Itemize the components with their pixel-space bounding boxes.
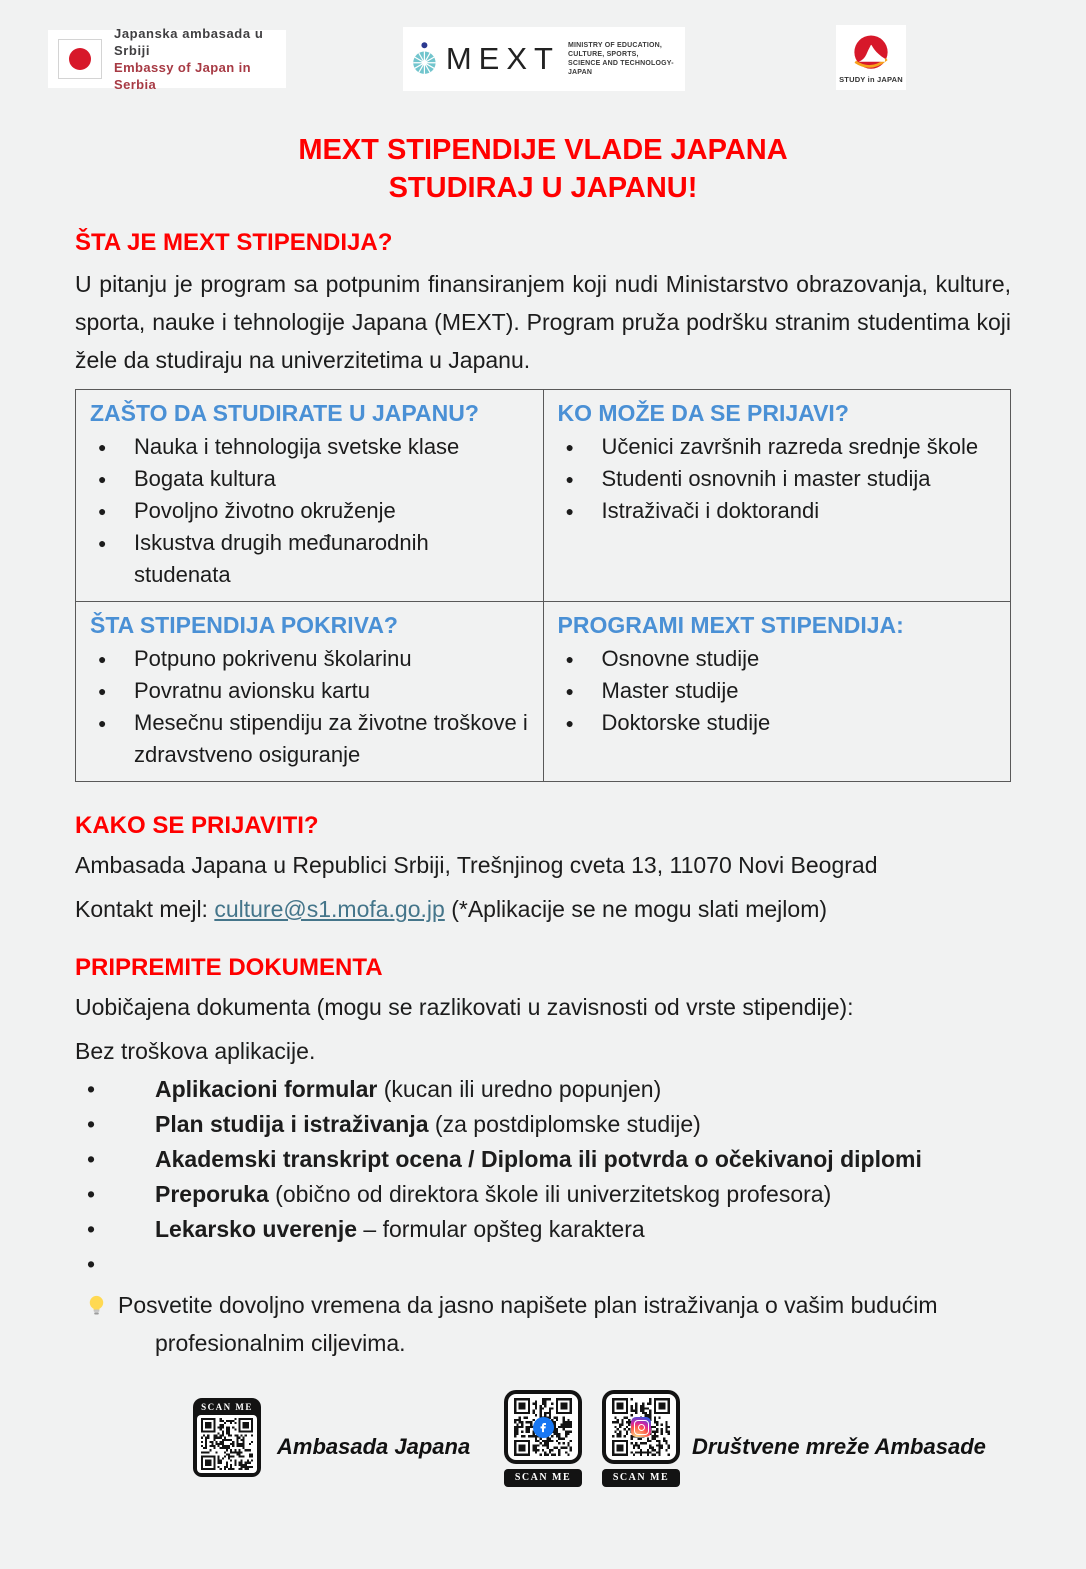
contact-suffix: (*Aplikacije se ne mogu slati mejlom) <box>444 896 828 922</box>
section-what-is <box>75 229 1011 379</box>
doc-item-bold: Akademski transkript ocena / Diploma ili potvrda o očekivanoj diplomi <box>155 1146 922 1172</box>
doc-item-bold: Lekarsko uverenje <box>155 1216 358 1242</box>
embassy-name-serbian: Japanska ambasada u Srbiji <box>114 26 264 58</box>
mext-ministry-text: MINISTRY OF EDUCATION, CULTURE, SPORTS, SCIENCE AND TECHNOLOGY-JAPAN <box>567 42 674 76</box>
bullet-item: ● Potpuno pokrivenu školarinu <box>90 643 529 675</box>
documents-list <box>75 1072 1011 1282</box>
japan-flag-icon <box>58 39 102 79</box>
contact-prefix: Kontakt mejl: <box>75 896 215 922</box>
bullet-item: ● Osnovne studije <box>558 643 997 675</box>
info-table <box>75 389 1011 782</box>
lightbulb-icon <box>85 1294 108 1317</box>
cell-heading: ŠTA STIPENDIJA POKRIVA? <box>90 612 398 638</box>
instagram-icon-wrap <box>631 1417 651 1437</box>
bullet-item: ● Doktorske studije <box>558 707 997 739</box>
title-line-1: MEXT STIPENDIJE VLADE JAPANA <box>298 134 788 166</box>
table-cell-why-study <box>76 390 544 602</box>
doc-item-bold: Preporuka <box>155 1181 269 1207</box>
scan-me-label: SCAN ME <box>504 1469 582 1487</box>
bullet-item: ● Nauka i tehnologija svetske klase <box>90 431 529 463</box>
caption-social: Društvene mreže Ambasade <box>692 1434 986 1459</box>
bullet-item: ● Povratnu avionsku kartu <box>90 675 529 707</box>
how-to-apply-heading: KAKO SE PRIJAVITI? <box>75 812 319 839</box>
mount-fuji-icon <box>850 32 892 74</box>
mext-acronym: MEXT <box>445 41 560 76</box>
qr-instagram <box>602 1390 680 1487</box>
bullet-item: ● Mesečnu stipendiju za životne troškove i zdravstveno osiguranje <box>90 707 529 771</box>
header <box>0 0 1086 95</box>
scan-me-label: SCAN ME <box>201 1402 253 1412</box>
section-how-to-apply <box>75 812 1011 928</box>
qr-facebook <box>504 1390 582 1487</box>
bullet-item: ● Povoljno životno okruženje <box>90 495 529 527</box>
bullet-item: ● Studenti osnovnih i master studija <box>558 463 997 495</box>
documents-note-1: Uobičajena dokumenta (mogu se razlikovati u zavisnosti od vrste stipendije): <box>75 994 854 1020</box>
bullet-item: ● Istraživači i doktorandi <box>558 495 997 527</box>
cell-heading: ZAŠTO DA STUDIRATE U JAPANU? <box>90 400 479 426</box>
doc-item <box>75 1177 1011 1212</box>
documents-note-2: Bez troškova aplikacije. <box>75 1038 316 1064</box>
embassy-of-japan-logo <box>48 26 286 92</box>
doc-item-bold: Plan studija i istraživanja <box>155 1111 429 1137</box>
documents-heading: PRIPREMITE DOKUMENTA <box>75 954 383 981</box>
embassy-address-line: Ambasada Japana u Republici Srbiji, Trešnjinog cveta 13, 11070 Novi Beograd <box>75 852 878 878</box>
embassy-name-english: Embassy of Japan in Serbia <box>114 60 251 92</box>
cell-heading: KO MOŽE DA SE PRIJAVI? <box>557 400 849 426</box>
qr-embassy <box>193 1398 261 1477</box>
bullet-item: ● Bogata kultura <box>90 463 529 495</box>
scan-me-label: SCAN ME <box>602 1469 680 1487</box>
mext-pinwheel-icon <box>411 37 438 81</box>
cell-heading: PROGRAMI MEXT STIPENDIJA: <box>557 612 904 638</box>
section-documents <box>75 954 1011 1362</box>
intro-paragraph: U pitanju je program sa potpunim finansiranjem koji nudi Ministarstvo obrazovanja, kulture, sporta, nauke i tehnologije Japana (MEXT). Program pruža podršku stranim studentima koji žele da studiraju na univerzitetima u Japanu. <box>75 271 1011 373</box>
tip-text: Posvetite dovoljno vremena da jasno napišete plan istraživanja o vašim budućim profesionalnim ciljevima. <box>118 1292 938 1356</box>
contact-line <box>75 890 1011 928</box>
doc-item-empty <box>75 1247 1011 1282</box>
doc-item-rest: (za postdiplomske studije) <box>428 1111 701 1137</box>
bullet-item: ● Master studije <box>558 675 997 707</box>
bullet-item: ● Iskustva drugih međunarodnih studenata <box>90 527 529 591</box>
what-is-heading: ŠTA JE MEXT STIPENDIJA? <box>75 229 393 256</box>
bullet-item: ● Učenici završnih razreda srednje škole <box>558 431 997 463</box>
qr-footer <box>75 1384 1011 1569</box>
doc-item <box>75 1142 1011 1177</box>
doc-item-rest: – formular opšteg karaktera <box>357 1216 645 1242</box>
facebook-icon <box>533 1417 554 1438</box>
table-cell-who-can-apply <box>543 390 1011 602</box>
doc-item-bold: Aplikacioni formular <box>155 1076 378 1102</box>
study-in-japan-label: STUDY in JAPAN <box>839 74 903 84</box>
page-title <box>75 131 1011 207</box>
caption-embassy: Ambasada Japana <box>277 1434 471 1459</box>
table-cell-programs <box>543 602 1011 782</box>
instagram-icon <box>631 1417 651 1437</box>
title-line-2: STUDIRAJ U JAPANU! <box>388 172 698 204</box>
tip-note <box>75 1286 1011 1362</box>
doc-item <box>75 1212 1011 1247</box>
qr-code-embassy <box>200 1418 254 1470</box>
doc-item <box>75 1107 1011 1142</box>
doc-item <box>75 1072 1011 1107</box>
mext-logo <box>403 27 685 91</box>
doc-item-rest: (kucan ili uredno popunjen) <box>377 1076 662 1102</box>
table-cell-what-covers <box>76 602 544 782</box>
study-in-japan-logo <box>836 25 906 90</box>
email-link[interactable]: culture@s1.mofa.go.jp <box>214 896 445 922</box>
doc-item-rest: (obično od direktora škole ili univerzitetskog profesora) <box>268 1181 832 1207</box>
